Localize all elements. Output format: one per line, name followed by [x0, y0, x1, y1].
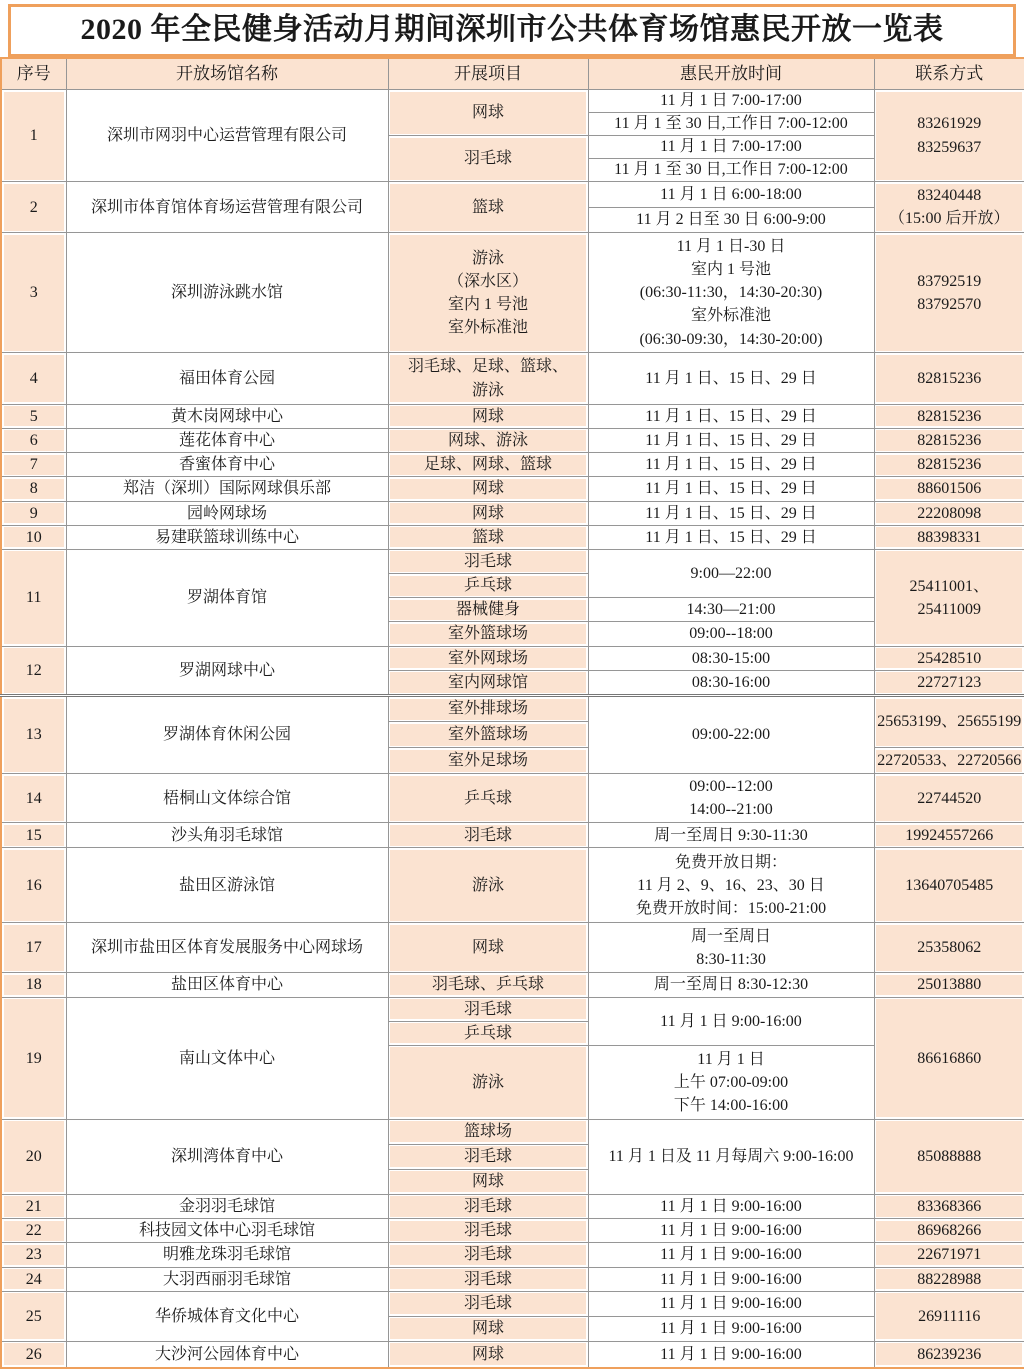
row-number-cell: 2: [1, 182, 66, 233]
time-cell: 11 月 2 日至 30 日 6:00-9:00: [588, 207, 874, 233]
table-row: [1, 353, 1024, 404]
activity-cell: 网球: [388, 1341, 588, 1368]
time-cell: 11 月 1 至 30 日,工作日 7:00-12:00: [588, 113, 874, 136]
table-row: [1, 1267, 1024, 1291]
venue-name-cell: 明雅龙珠羽毛球馆: [66, 1243, 388, 1267]
venue-name-cell: 大羽西丽羽毛球馆: [66, 1267, 388, 1291]
contact-cell: 82815236: [874, 404, 1024, 428]
time-cell: 11 月 1 日 9:00-16:00: [588, 997, 874, 1045]
activity-cell: 羽毛球: [388, 1291, 588, 1316]
column-header-contact: 联系方式: [874, 58, 1024, 90]
row-number-cell: 15: [1, 823, 66, 848]
contact-cell: 88398331: [874, 525, 1024, 549]
activity-cell: 足球、网球、篮球: [388, 453, 588, 477]
venue-name-cell: 园岭网球场: [66, 501, 388, 525]
table-row: [1, 646, 1024, 670]
time-cell: 11 月 1 日 6:00-18:00: [588, 182, 874, 208]
activity-cell: 室内网球馆: [388, 670, 588, 695]
activity-cell: 器械健身: [388, 598, 588, 622]
time-cell: 11 月 1 日、15 日、29 日: [588, 525, 874, 549]
time-cell: 11 月 1 日-30 日 室内 1 号池 (06:30-11:30，14:30-20:30) 室外标准池 (06:30-09:30，14:30-20:00): [588, 233, 874, 353]
activity-cell: 羽毛球: [388, 549, 588, 573]
time-cell: 08:30-16:00: [588, 670, 874, 695]
row-number-cell: 1: [1, 90, 66, 182]
activity-cell: 篮球: [388, 525, 588, 549]
time-cell: 11 月 1 日、15 日、29 日: [588, 477, 874, 501]
contact-cell: 86968266: [874, 1219, 1024, 1243]
contact-cell: 82815236: [874, 428, 1024, 452]
time-cell: 14:30—21:00: [588, 598, 874, 622]
row-number-cell: 4: [1, 353, 66, 404]
activity-cell: 篮球场: [388, 1119, 588, 1144]
contact-cell: 25428510: [874, 646, 1024, 670]
table-row: [1, 1194, 1024, 1218]
time-cell: 11 月 1 日 9:00-16:00: [588, 1316, 874, 1341]
contact-cell: 13640705485: [874, 848, 1024, 923]
activity-cell: 网球: [388, 477, 588, 501]
table-row: [1, 453, 1024, 477]
activity-cell: 羽毛球: [388, 1219, 588, 1243]
row-number-cell: 16: [1, 848, 66, 923]
time-cell: 11 月 1 日及 11 月每周六 9:00-16:00: [588, 1119, 874, 1194]
venue-name-cell: 莲花体育中心: [66, 428, 388, 452]
contact-cell: 26911116: [874, 1291, 1024, 1341]
row-number-cell: 3: [1, 233, 66, 353]
activity-cell: 室外篮球场: [388, 722, 588, 748]
row-number-cell: 18: [1, 973, 66, 997]
contact-cell: 25653199、25655199: [874, 696, 1024, 748]
contact-cell: 22720533、22720566: [874, 748, 1024, 774]
page-title: 2020 年全民健身活动月期间深圳市公共体育场馆惠民开放一览表: [8, 4, 1016, 57]
contact-cell: 88601506: [874, 477, 1024, 501]
contact-cell: 83368366: [874, 1194, 1024, 1218]
venue-name-cell: 盐田区游泳馆: [66, 848, 388, 923]
time-cell: 9:00—22:00: [588, 549, 874, 597]
row-number-cell: 7: [1, 453, 66, 477]
activity-cell: 乒乓球: [388, 574, 588, 598]
table-row: [1, 233, 1024, 353]
activity-cell: 网球: [388, 1169, 588, 1194]
venue-name-cell: 深圳市盐田区体育发展服务中心网球场: [66, 923, 388, 973]
time-cell: 11 月 1 日 7:00-17:00: [588, 136, 874, 159]
contact-cell: 83792519 83792570: [874, 233, 1024, 353]
activity-cell: 游泳: [388, 848, 588, 923]
venue-name-cell: 深圳市体育馆体育场运营管理有限公司: [66, 182, 388, 233]
page: [0, 4, 1024, 1369]
row-number-cell: 13: [1, 696, 66, 774]
time-cell: 11 月 1 日 9:00-16:00: [588, 1243, 874, 1267]
venue-name-cell: 盐田区体育中心: [66, 973, 388, 997]
contact-cell: 19924557266: [874, 823, 1024, 848]
row-number-cell: 20: [1, 1119, 66, 1194]
time-cell: 11 月 1 日 9:00-16:00: [588, 1267, 874, 1291]
row-number-cell: 19: [1, 997, 66, 1119]
venue-name-cell: 梧桐山文体综合馆: [66, 774, 388, 823]
venue-name-cell: 沙头角羽毛球馆: [66, 823, 388, 848]
table-row: [1, 404, 1024, 428]
activity-cell: 网球: [388, 90, 588, 136]
time-cell: 周一至周日 8:30-12:30: [588, 973, 874, 997]
contact-cell: 25358062: [874, 923, 1024, 973]
activity-cell: 羽毛球: [388, 1267, 588, 1291]
time-cell: 11 月 1 日 9:00-16:00: [588, 1341, 874, 1368]
time-cell: 11 月 1 日 上午 07:00-09:00 下午 14:00-16:00: [588, 1045, 874, 1119]
contact-cell: 22744520: [874, 774, 1024, 823]
column-header-open-times: 惠民开放时间: [588, 58, 874, 90]
activity-cell: 室外网球场: [388, 646, 588, 670]
activity-cell: 羽毛球: [388, 1194, 588, 1218]
table-row: [1, 182, 1024, 208]
contact-cell: 25013880: [874, 973, 1024, 997]
column-header-number: 序号: [1, 58, 66, 90]
row-number-cell: 23: [1, 1243, 66, 1267]
row-number-cell: 25: [1, 1291, 66, 1341]
table-row: [1, 501, 1024, 525]
venue-name-cell: 易建联篮球训练中心: [66, 525, 388, 549]
time-cell: 11 月 1 至 30 日,工作日 7:00-12:00: [588, 159, 874, 182]
time-cell: 09:00--12:00 14:00--21:00: [588, 774, 874, 823]
row-number-cell: 8: [1, 477, 66, 501]
activity-cell: 羽毛球: [388, 1144, 588, 1169]
activity-cell: 网球: [388, 923, 588, 973]
venues-table: [0, 57, 1024, 1369]
time-cell: 11 月 1 日、15 日、29 日: [588, 501, 874, 525]
time-cell: 09:00-22:00: [588, 696, 874, 774]
activity-cell: 网球: [388, 1316, 588, 1341]
activity-cell: 篮球: [388, 182, 588, 233]
time-cell: 11 月 1 日、15 日、29 日: [588, 428, 874, 452]
table-row: [1, 1341, 1024, 1368]
activity-cell: 乒乓球: [388, 774, 588, 823]
venues-table-body: [1, 90, 1024, 1369]
time-cell: 08:30-15:00: [588, 646, 874, 670]
time-cell: 周一至周日 9:30-11:30: [588, 823, 874, 848]
venue-name-cell: 深圳游泳跳水馆: [66, 233, 388, 353]
contact-cell: 88228988: [874, 1267, 1024, 1291]
venue-name-cell: 郑洁（深圳）国际网球俱乐部: [66, 477, 388, 501]
row-number-cell: 24: [1, 1267, 66, 1291]
contact-cell: 22727123: [874, 670, 1024, 695]
contact-cell: 86616860: [874, 997, 1024, 1119]
table-row: [1, 696, 1024, 722]
venue-name-cell: 南山文体中心: [66, 997, 388, 1119]
row-number-cell: 5: [1, 404, 66, 428]
activity-cell: 网球: [388, 501, 588, 525]
table-row: [1, 477, 1024, 501]
time-cell: 09:00--18:00: [588, 622, 874, 646]
table-row: [1, 823, 1024, 848]
table-row: [1, 1291, 1024, 1316]
activity-cell: 乒乓球: [388, 1021, 588, 1045]
table-row: [1, 549, 1024, 573]
contact-cell: 83261929 83259637: [874, 90, 1024, 182]
time-cell: 11 月 1 日 9:00-16:00: [588, 1194, 874, 1218]
table-row: [1, 1119, 1024, 1144]
row-number-cell: 10: [1, 525, 66, 549]
contact-cell: 22671971: [874, 1243, 1024, 1267]
table-row: [1, 1243, 1024, 1267]
table-row: [1, 428, 1024, 452]
row-number-cell: 17: [1, 923, 66, 973]
venue-name-cell: 金羽羽毛球馆: [66, 1194, 388, 1218]
time-cell: 11 月 1 日、15 日、29 日: [588, 404, 874, 428]
venue-name-cell: 罗湖体育休闲公园: [66, 696, 388, 774]
venue-name-cell: 深圳市网羽中心运营管理有限公司: [66, 90, 388, 182]
time-cell: 11 月 1 日、15 日、29 日: [588, 453, 874, 477]
activity-cell: 网球: [388, 404, 588, 428]
row-number-cell: 22: [1, 1219, 66, 1243]
column-header-activities: 开展项目: [388, 58, 588, 90]
table-row: [1, 848, 1024, 923]
row-number-cell: 26: [1, 1341, 66, 1368]
contact-cell: 82815236: [874, 453, 1024, 477]
venue-name-cell: 黄木岗网球中心: [66, 404, 388, 428]
column-header-venue-name: 开放场馆名称: [66, 58, 388, 90]
venue-name-cell: 香蜜体育中心: [66, 453, 388, 477]
activity-cell: 羽毛球: [388, 997, 588, 1021]
table-row: [1, 1219, 1024, 1243]
activity-cell: 室外排球场: [388, 696, 588, 722]
activity-cell: 游泳: [388, 1045, 588, 1119]
venues-table-header: [1, 58, 1024, 90]
venue-name-cell: 罗湖体育馆: [66, 549, 388, 646]
venue-name-cell: 罗湖网球中心: [66, 646, 388, 695]
contact-cell: 22208098: [874, 501, 1024, 525]
contact-cell: 83240448 （15:00 后开放）: [874, 182, 1024, 233]
row-number-cell: 6: [1, 428, 66, 452]
table-row: [1, 997, 1024, 1021]
activity-cell: 网球、游泳: [388, 428, 588, 452]
contact-cell: 85088888: [874, 1119, 1024, 1194]
activity-cell: 羽毛球: [388, 823, 588, 848]
venue-name-cell: 大沙河公园体育中心: [66, 1341, 388, 1368]
row-number-cell: 14: [1, 774, 66, 823]
activity-cell: 羽毛球: [388, 136, 588, 182]
activity-cell: 羽毛球、足球、篮球、 游泳: [388, 353, 588, 404]
table-row: [1, 923, 1024, 973]
row-number-cell: 9: [1, 501, 66, 525]
table-row: [1, 90, 1024, 113]
activity-cell: 羽毛球: [388, 1243, 588, 1267]
time-cell: 11 月 1 日、15 日、29 日: [588, 353, 874, 404]
venue-name-cell: 福田体育公园: [66, 353, 388, 404]
row-number-cell: 12: [1, 646, 66, 695]
time-cell: 11 月 1 日 7:00-17:00: [588, 90, 874, 113]
venue-name-cell: 科技园文体中心羽毛球馆: [66, 1219, 388, 1243]
contact-cell: 86239236: [874, 1341, 1024, 1368]
activity-cell: 室外篮球场: [388, 622, 588, 646]
venue-name-cell: 深圳湾体育中心: [66, 1119, 388, 1194]
venue-name-cell: 华侨城体育文化中心: [66, 1291, 388, 1341]
table-row: [1, 973, 1024, 997]
table-row: [1, 525, 1024, 549]
time-cell: 周一至周日 8:30-11:30: [588, 923, 874, 973]
row-number-cell: 21: [1, 1194, 66, 1218]
activity-cell: 羽毛球、乒乓球: [388, 973, 588, 997]
time-cell: 11 月 1 日 9:00-16:00: [588, 1291, 874, 1316]
contact-cell: 25411001、 25411009: [874, 549, 1024, 646]
contact-cell: 82815236: [874, 353, 1024, 404]
time-cell: 免费开放日期： 11 月 2、9、16、23、30 日 免费开放时间：15:00-21:00: [588, 848, 874, 923]
table-row: [1, 774, 1024, 823]
time-cell: 11 月 1 日 9:00-16:00: [588, 1219, 874, 1243]
activity-cell: 室外足球场: [388, 748, 588, 774]
row-number-cell: 11: [1, 549, 66, 646]
activity-cell: 游泳 （深水区） 室内 1 号池 室外标准池: [388, 233, 588, 353]
